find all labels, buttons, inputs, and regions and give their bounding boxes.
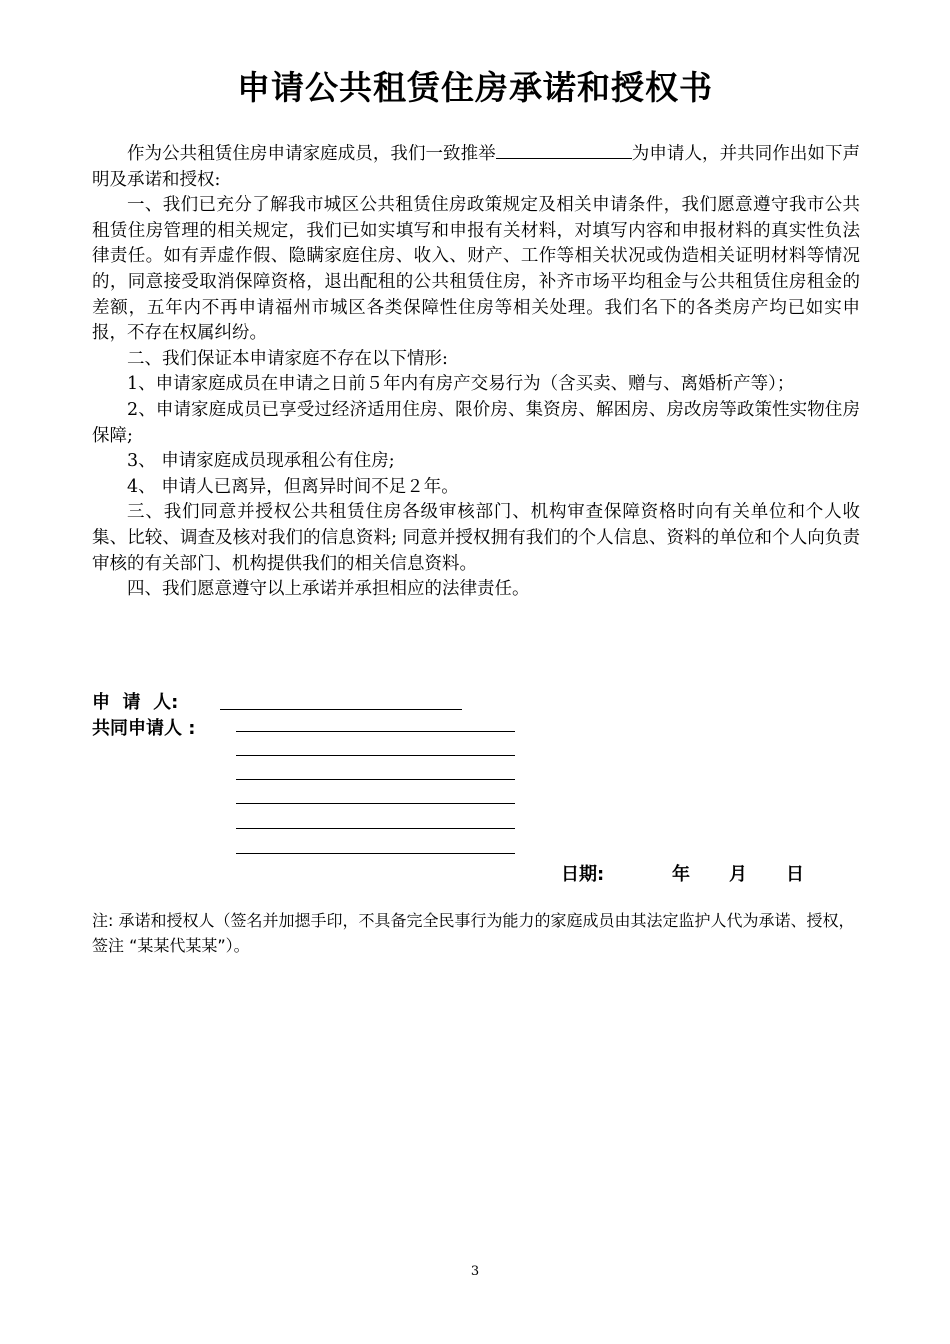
date-day: 日 bbox=[786, 864, 804, 885]
document-body bbox=[92, 140, 860, 603]
co-applicant-signature-line[interactable] bbox=[236, 755, 515, 756]
applicant-signature-line[interactable] bbox=[220, 709, 462, 710]
co-applicant-signature-line[interactable] bbox=[236, 828, 515, 829]
footnote: 注: 承诺和授权人（签名并加摁手印，不具备完全民事行为能力的家庭成员由其法定监护人代为承诺、授权，签注 “某某代某某”）。 bbox=[92, 911, 855, 955]
intro-after-blank: 为申请人，并共同作出如下声明及承诺和授权: bbox=[92, 144, 860, 190]
page-number: 3 bbox=[470, 1264, 480, 1279]
intro-paragraph bbox=[92, 140, 860, 193]
list-item-3: 3、 申请家庭成员现承租公有住房; bbox=[127, 451, 395, 472]
intro-before-blank: 作为公共租赁住房申请家庭成员，我们一致推举 bbox=[127, 144, 496, 164]
paragraph-two-after: 以下情形: bbox=[372, 348, 448, 369]
paragraph-one: 一、我们已充分了解我市城区公共租赁住房政策规定及相关申请条件，我们愿意遵守我市公共租赁住房管理的相关规定，我们已如实填写和申报有关材料，对填写内容和申报材料的真实性负法律责任。如有弄虚作假、隐瞒家庭住房、收入、财产、工作等相关状况或伪造相关证明材料等情况的，同意接受取消保障资格，退出配租的公共租赁住房，补齐市场平均租金与公共租赁住房租金的差额，五年内不再申请福州市城区各类保障性住房等相关处理。我们名下的各类房产均已如实申报，不存在权属纠纷。 bbox=[92, 195, 860, 344]
applicant-label: 申 请 人: bbox=[92, 692, 179, 713]
date-month: 月 bbox=[729, 864, 747, 885]
paragraph-two-before: 二、我们保证本申请家庭 bbox=[127, 348, 320, 369]
co-applicant-signature-line[interactable] bbox=[236, 779, 515, 780]
date-label: 日期: bbox=[561, 864, 605, 885]
co-applicant-signature-line[interactable] bbox=[236, 803, 515, 804]
paragraph-three: 三、我们同意并授权公共租赁住房各级审核部门、机构审查保障资格时向有关单位和个人收集、比较、调查及核对我们的信息资料; 同意并授权拥有我们的个人信息、资料的单位和个人向负责审核的有关部门、机构提供我们的相关信息资料。 bbox=[92, 502, 860, 574]
document-title: 申请公共租赁住房承诺和授权书 bbox=[237, 68, 713, 107]
paragraph-two bbox=[92, 347, 860, 373]
list-item-2: 2、申请家庭成员已享受过经济适用住房、限价房、集资房、解困房、房改房等政策性实物住房保障; bbox=[92, 399, 860, 446]
co-applicant-label: 共同申请人 : bbox=[92, 718, 196, 739]
representative-blank-line bbox=[496, 140, 632, 159]
co-applicant-signature-line[interactable] bbox=[236, 731, 515, 732]
list-item-1: 1、申请家庭成员在申请之日前５年内有房产交易行为（含买卖、赠与、离婚析产等）； bbox=[127, 374, 795, 395]
list-item-4: 4、 申请人已离异，但离异时间不足２年。 bbox=[127, 476, 459, 497]
paragraph-two-emphasis: 不存在 bbox=[319, 348, 372, 369]
date-year: 年 bbox=[672, 864, 690, 885]
co-applicant-signature-line[interactable] bbox=[236, 853, 515, 854]
paragraph-four: 四、我们愿意遵守以上承诺并承担相应的法律责任。 bbox=[127, 579, 530, 600]
